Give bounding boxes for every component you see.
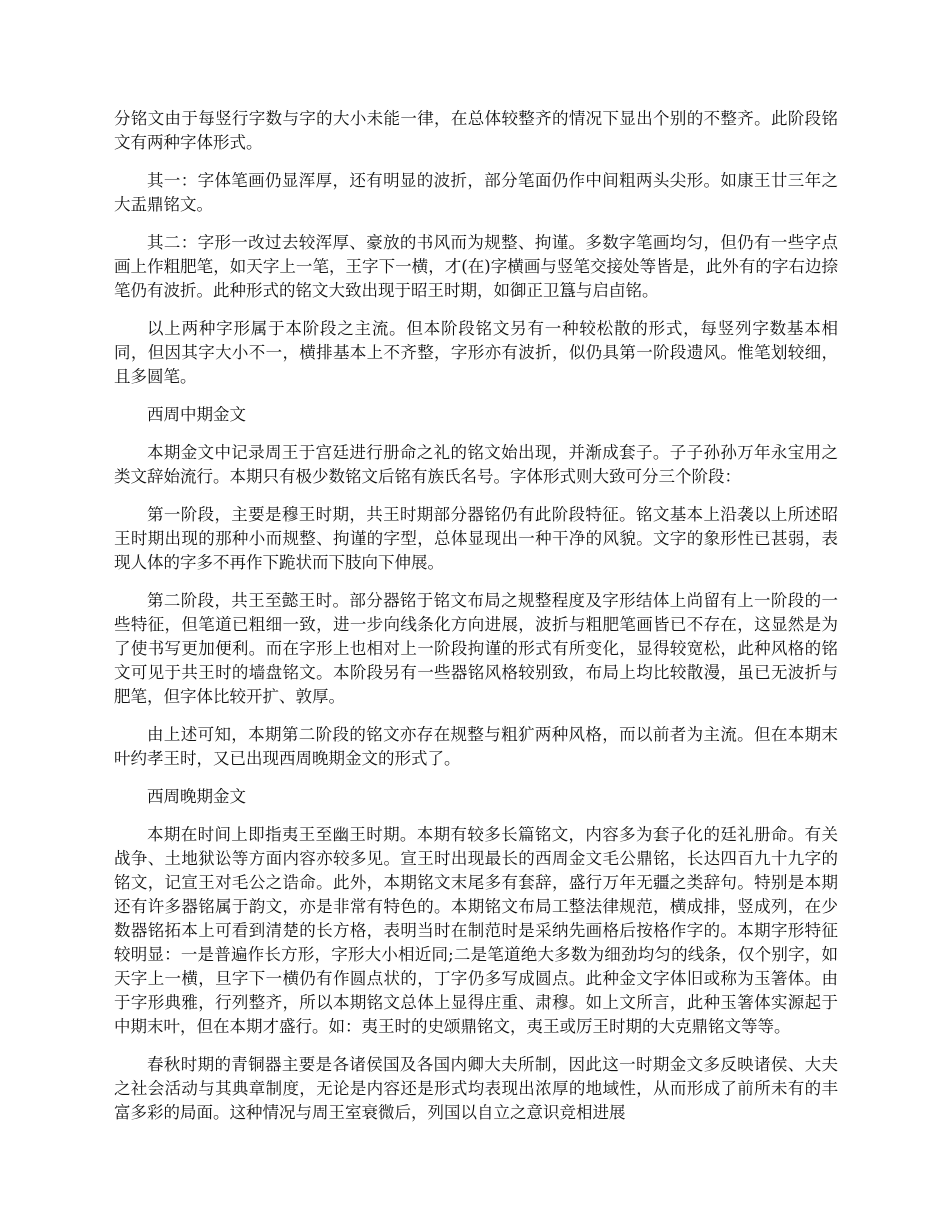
paragraph-continuation: 分铭文由于每竖行字数与字的大小未能一律，在总体较整齐的情况下显出个别的不整齐。此阶段铭文有两种字体形式。 <box>114 109 838 152</box>
paragraph-spring-autumn: 春秋时期的青铜器主要是各诸侯国及各国内卿大夫所制，因此这一时期金文多反映诸侯、大夫之社会活动与其典章制度，无论是内容还是形式均表现出浓厚的地域性，从而形成了前所未有的丰富多彩的局面。这种情况与周王室衰微后，列国以自立之意识竞相进展 <box>114 1055 838 1122</box>
paragraph-mid-intro: 本期金文中记录周王于宫廷进行册命之礼的铭文始出现，并渐成套子。子子孙孙万年永宝用之类文辞始流行。本期只有极少数铭文后铭有族氏名号。字体形式则大致可分三个阶段： <box>114 443 838 486</box>
paragraph-summary: 以上两种字形属于本阶段之主流。但本阶段铭文另有一种较松散的形式，每竖列字数基本相同，但因其字大小不一，横排基本上不齐整，字形亦有波折，似仍具第一阶段遗风。惟笔划较细，且多圆笔。 <box>114 319 838 386</box>
section-heading-mid-western-zhou: 西周中期金文 <box>147 405 246 424</box>
paragraph-mid-stage-two: 第二阶段，共王至懿王时。部分器铭于铭文布局之规整程度及字形结体上尚留有上一阶段的一些特征，但笔道已粗细一致，进一步向线条化方向进展，波折与粗肥笔画皆已不存在，这显然是为了使书写更加便利。而在字形上也相对上一阶段拘谨的形式有所变化，显得较宽松，此种风格的铭文可见于共王时的墙盘铭文。本阶段另有一些器铭风格较别致，布局上均比较散漫，虽已无波折与肥笔，但字体比较开扩、敦厚。 <box>114 591 838 706</box>
section-heading-late-western-zhou: 西周晚期金文 <box>147 787 246 806</box>
paragraph-style-one: 其一：字体笔画仍显浑厚，还有明显的波折，部分笔面仍作中间粗两头尖形。如康王廿三年之大盂鼎铭文。 <box>114 171 838 214</box>
paragraph-mid-conclusion: 由上述可知，本期第二阶段的铭文亦存在规整与粗犷两种风格，而以前者为主流。但在本期末叶约孝王时，又已出现西周晚期金文的形式了。 <box>114 725 838 768</box>
document-body <box>114 107 838 1139</box>
paragraph-late-body: 本期在时间上即指夷王至幽王时期。本期有较多长篇铭文，内容多为套子化的廷礼册命。有关战争、土地狱讼等方面内容亦较多见。宣王时出现最长的西周金文毛公鼎铭，长达四百九十九字的铭文，记宣王对毛公之诰命。此外，本期铭文末尾多有套辞，盛行万年无疆之类辞句。特别是本期还有许多器铭属于韵文，亦是非常有特色的。本期铭文布局工整法律规范，横成排，竖成列，在少数器铭拓本上可看到清楚的长方格，表明当时在制范时是采纳先画格后按格作字的。本期字形特征较明显：一是普遍作长方形，字形大小相近同;二是笔道绝大多数为细劲均匀的线条，仅个别字，如天字上一横，旦字下一横仍有作圆点状的，丁字仍多写成圆点。此种金文字体旧或称为玉箸体。由于字形典雅，行列整齐，所以本期铭文总体上显得庄重、肃穆。如上文所言，此种玉箸体实源起于中期末叶，但在本期才盛行。如：夷王时的史颂鼎铭文，夷王或厉王时期的大克鼎铭文等等。 <box>114 825 838 1036</box>
paragraph-mid-stage-one: 第一阶段，主要是穆王时期，共王时期部分器铭仍有此阶段特征。铭文基本上沿袭以上所述昭王时期出现的那种小而规整、拘谨的字型，总体显现出一种干净的风貌。文字的象形性已甚弱，表现人体的字多不再作下跪状而下肢向下伸展。 <box>114 505 838 572</box>
paragraph-style-two: 其二：字形一改过去较浑厚、豪放的书风而为规整、拘谨。多数字笔画均匀，但仍有一些字点画上作粗肥笔，如天字上一笔，王字下一横，才(在)字横画与竖笔交接处等皆是，此外有的字右边捺笔仍有波折。此种形式的铭文大致出现于昭王时期，如御正卫簋与启卣铭。 <box>114 233 838 300</box>
